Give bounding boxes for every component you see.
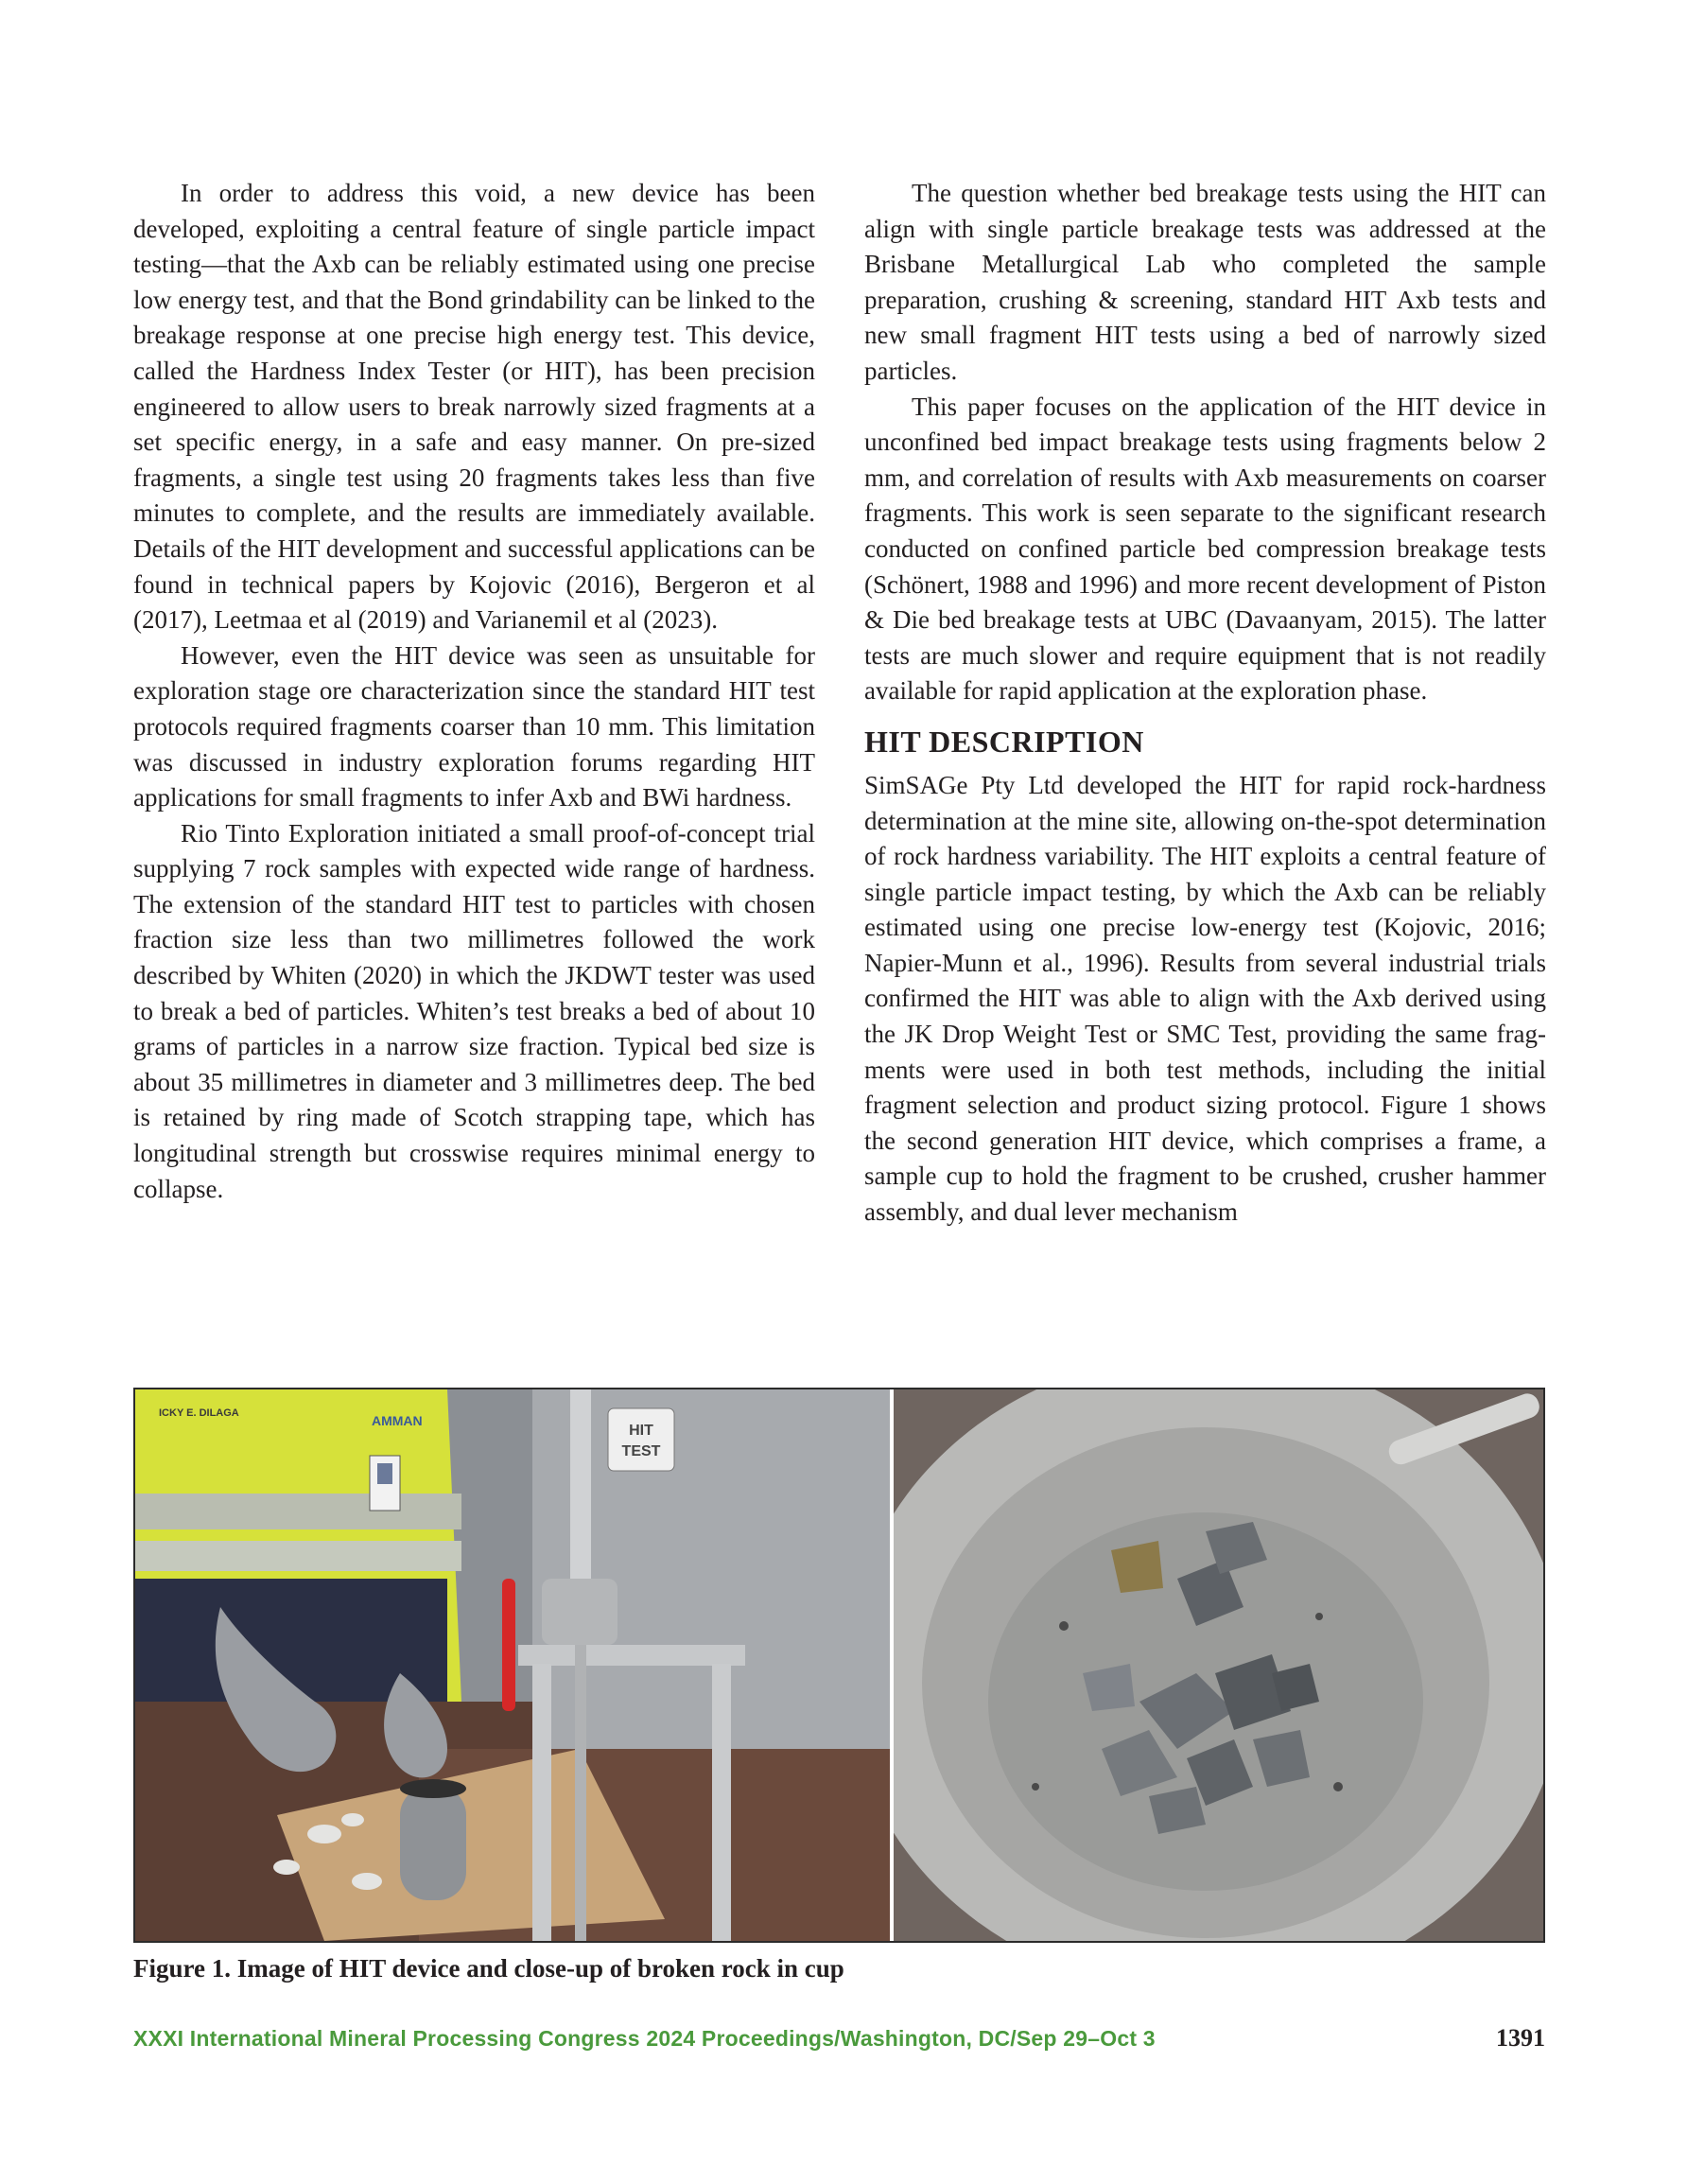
section-heading: HIT DESCRIPTION — [864, 724, 1144, 759]
figure-caption: Figure 1. Image of HIT device and close-up of broken rock in cup — [133, 1954, 844, 1983]
body-paragraph: Rio Tinto Exploration initiated a small proof-of-concept trial supplying 7 rock samples with expected wide range of hardness. The extension of the standard HIT test to particles with chosen fraction size less than two millimetres followed the work described by Whiten (2020) in which the JKDWT tester was used to break a bed of particles. Whiten’s test breaks a bed of about 10 grams of particles in a narrow size fraction. Typical bed size is about 35 millimetres in diameter and 3 millimetres deep. The bed is retained by ring made of Scotch strapping tape, which has longitudinal strength but crosswise requires minimal energy to collapse. — [133, 818, 815, 1203]
page-footer — [133, 2024, 1545, 2053]
body-paragraph: This paper focuses on the application of the HIT device in unconfined bed impact breakage tests using fragments below 2 mm, and correlation of results with Axb measurements on coarser fragments. This work is seen separate to the significant research conducted on confined particle bed compression breakage tests (Schönert, 1988 and 1996) and more recent development of Piston & Die bed breakage tests at UBC (Davaanyam, 2015). The latter tests are much slower and require equipment that is not readily available for rapid application at the exploration phase. — [864, 392, 1546, 706]
body-paragraph: However, even the HIT device was seen as unsuitable for exploration stage ore characterization since the standard HIT test protocols required fragments coarser than 10 mm. This limitation was discussed in industry exploration forums regarding HIT applications for small fragments to infer Axb and BWi hardness. — [133, 640, 815, 812]
page-number: 1391 — [1496, 2024, 1545, 2052]
badge-name: ICKY E. DILAGA — [159, 1407, 239, 1419]
hit-device-photo — [135, 1389, 890, 1941]
body-paragraph: In order to address this void, a new device has been developed, exploiting a central feature of single particle impact testing—that the Axb can be reliably estimated using one precise low energy test, and that the Bond grindability can be linked to the breakage response at one precise high energy test. This device, called the Hardness Index Tester (or HIT), has been precision engineered to allow users to break narrowly sized fragments at a set specific energy, in a safe and easy manner. On pre-sized fragments, a single test using 20 fragments takes less than five minutes to complete, and the results are immediately available. Details of the HIT development and successful applications can be found in technical papers by Kojovic (2016), Bergeron et al (2017), Leetmaa et al (2019) and Varianemil et al (2023). — [133, 179, 815, 635]
body-paragraph: The question whether bed breakage tests using the HIT can align with single particle breakage tests was addressed at the Brisbane Metallurgical Lab who completed the sample preparation, crushing & screening, standard HIT Axb tests and new small fragment HIT tests using a bed of narrowly sized particles. — [864, 179, 1546, 385]
broken-rock-cup-photo — [894, 1389, 1543, 1941]
left-column — [133, 176, 815, 1207]
figure-1 — [133, 1388, 1545, 1943]
hit-sign-line2: TEST — [621, 1443, 661, 1459]
right-column — [864, 176, 1546, 1231]
hit-sign-line1: HIT — [629, 1423, 653, 1439]
body-paragraph: SimSAGe Pty Ltd developed the HIT for rapid rock-hardness determination at the mine site, allowing on-the-spot determination of rock hardness variability. The HIT exploits a central feature of single particle impact testing, by which the Axb can be reliably estimated using one precise low-energy test (Kojovic, 2016; Napier-Munn et al., 1996). Results from several industrial trials confirmed the HIT was able to align with the Axb derived using the JK Drop Weight Test or SMC Test, providing the same fragments were used in both test methods, including the initial fragment selection and product sizing protocol. Figure 1 shows the second generation HIT device, which comprises a frame, a sample cup to hold the fragment to be crushed, crusher hammer assembly, and dual lever mechanism — [864, 770, 1546, 1227]
hit-device-illustration — [135, 1389, 890, 1941]
amman-logo: AMMAN — [372, 1413, 423, 1428]
proceedings-footer: XXXI International Mineral Processing Congress 2024 Proceedings/Washington, DC/Sep 29–Oct 3 — [133, 2026, 1156, 2051]
broken-rock-illustration — [894, 1389, 1543, 1941]
